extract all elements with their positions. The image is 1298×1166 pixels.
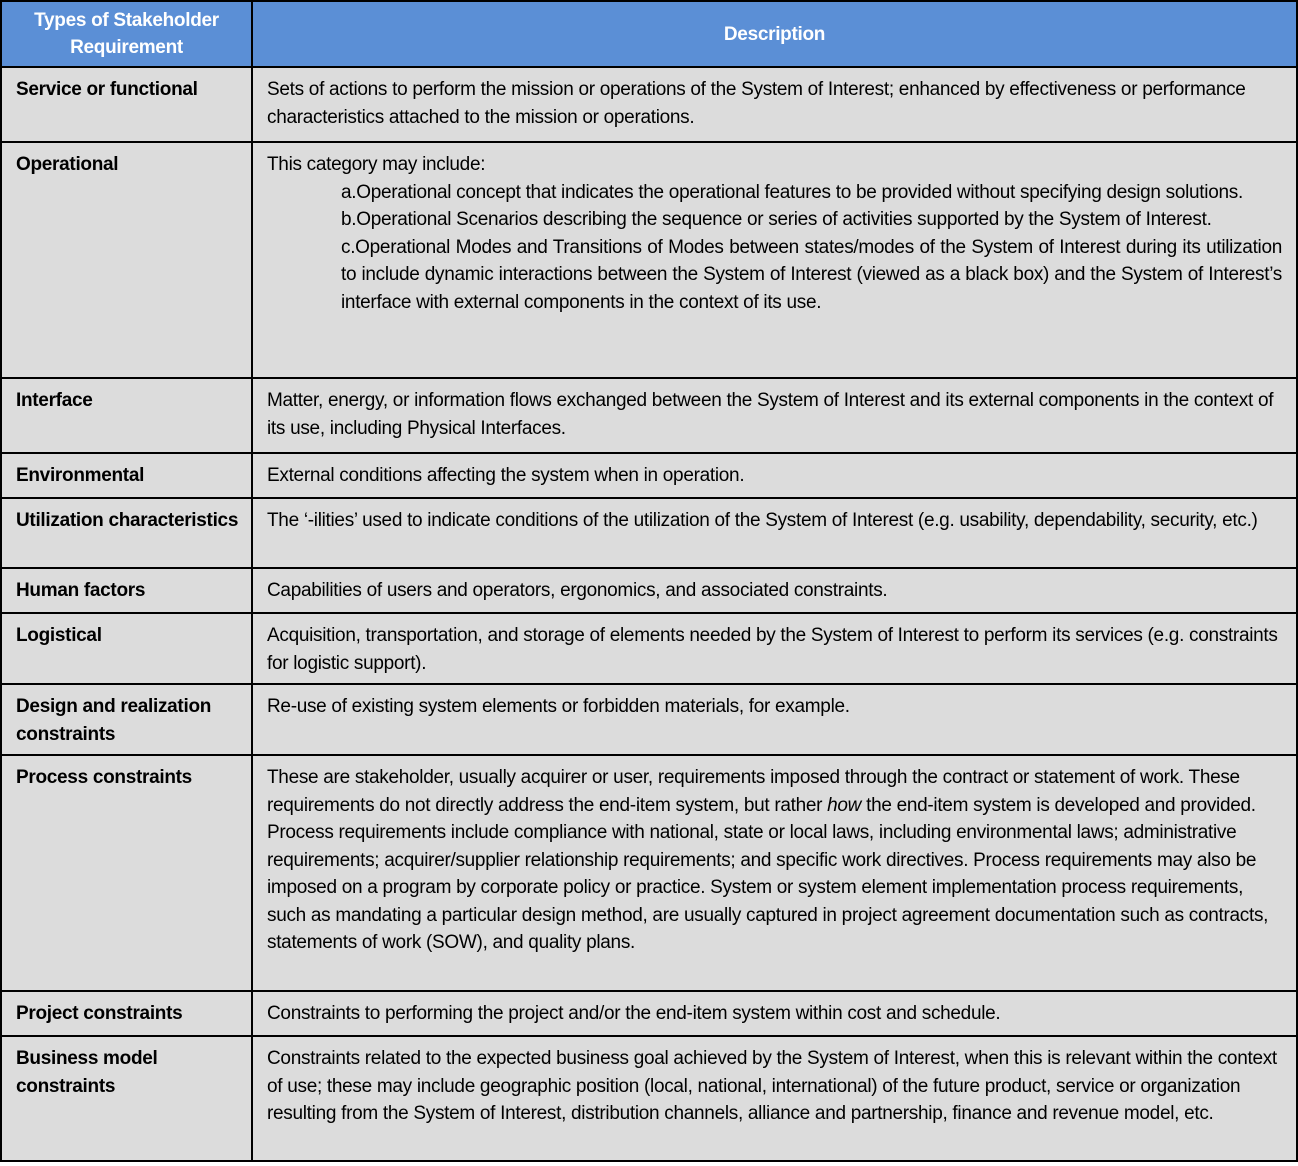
table-row bbox=[1, 453, 1297, 498]
list-item: c.Operational Modes and Transitions of Modes between states/modes of the System of Interest during its utilization to include dynamic interactions between the System of Interest (viewed as a black box) and the System of Interest’s interface with external components in the context of its use. bbox=[341, 236, 1282, 313]
type-column-header: Types of Stakeholder Requirement bbox=[1, 1, 252, 67]
table-row bbox=[1, 1036, 1297, 1161]
requirement-type: Project constraints bbox=[1, 991, 252, 1036]
list-item: b.Operational Scenarios describing the sequence or series of activities supported by the System of Interest. bbox=[341, 209, 1212, 230]
description-text: the end-item system is developed and provided. Process requirements include compliance with national, state or local laws, including environmental laws; administrative requirements; acquirer/supplier relationship requirements; and specific work directives. Process requirements may also be imposed on a program by corporate policy or practice. System or system element implementation process requirements, such as mandating a particular design method, are usually captured in project agreement documentation such as contracts, statements of work (SOW), and quality plans. bbox=[267, 794, 1269, 953]
requirement-description: The ‘-ilities’ used to indicate conditions of the utilization of the System of Interest (e.g. usability, dependability, security, etc.) bbox=[252, 498, 1297, 568]
requirement-type: Human factors bbox=[1, 568, 252, 613]
list-item: a.Operational concept that indicates the operational features to be provided without specifying design solutions. bbox=[341, 181, 1243, 203]
requirement-description: Constraints related to the expected business goal achieved by the System of Interest, when this is relevant within the context of use; these may include geographic position (local, national, international) of the future product, service or organization resulting from the System of Interest, distribution channels, alliance and partnership, finance and revenue model, etc. bbox=[252, 1036, 1297, 1161]
table-row bbox=[1, 498, 1297, 568]
requirement-description: Constraints to performing the project and/or the end-item system within cost and schedule. bbox=[252, 991, 1297, 1036]
requirement-type: Process constraints bbox=[1, 755, 252, 991]
table-row bbox=[1, 684, 1297, 755]
table-row bbox=[1, 142, 1297, 378]
header-row bbox=[1, 1, 1297, 67]
requirement-type: Operational bbox=[1, 142, 252, 378]
description-text: These are stakeholder, usually acquirer or user, requirements imposed through the contract or statement of work. These requirements do not directly address the end-item system, but rather bbox=[267, 767, 1240, 816]
requirement-type: Logistical bbox=[1, 613, 252, 684]
requirement-type: Business model constraints bbox=[1, 1036, 252, 1161]
emphasis-text: how bbox=[827, 794, 862, 816]
requirement-description bbox=[252, 755, 1297, 991]
requirement-description: Capabilities of users and operators, ergonomics, and associated constraints. bbox=[252, 568, 1297, 613]
description-intro: This category may include: bbox=[267, 154, 486, 175]
requirement-type: Environmental bbox=[1, 453, 252, 498]
table-row bbox=[1, 991, 1297, 1036]
table-row bbox=[1, 755, 1297, 991]
requirement-description: Re-use of existing system elements or forbidden materials, for example. bbox=[252, 684, 1297, 755]
requirement-type: Utilization characteristics bbox=[1, 498, 252, 568]
requirement-description: Acquisition, transportation, and storage of elements needed by the System of Interest to perform its services (e.g. constraints for logistic support). bbox=[252, 613, 1297, 684]
requirement-description: Matter, energy, or information flows exchanged between the System of Interest and its external components in the context of its use, including Physical Interfaces. bbox=[252, 378, 1297, 453]
table-row bbox=[1, 67, 1297, 142]
requirement-type: Interface bbox=[1, 378, 252, 453]
description-column-header: Description bbox=[252, 1, 1297, 67]
requirement-description: External conditions affecting the system when in operation. bbox=[252, 453, 1297, 498]
table-row bbox=[1, 378, 1297, 453]
requirement-description bbox=[252, 142, 1297, 378]
requirement-description: Sets of actions to perform the mission or operations of the System of Interest; enhanced by effectiveness or performance characteristics attached to the mission or operations. bbox=[252, 67, 1297, 142]
table-row bbox=[1, 613, 1297, 684]
requirement-type: Service or functional bbox=[1, 67, 252, 142]
table-row bbox=[1, 568, 1297, 613]
requirement-type: Design and realization constraints bbox=[1, 684, 252, 755]
